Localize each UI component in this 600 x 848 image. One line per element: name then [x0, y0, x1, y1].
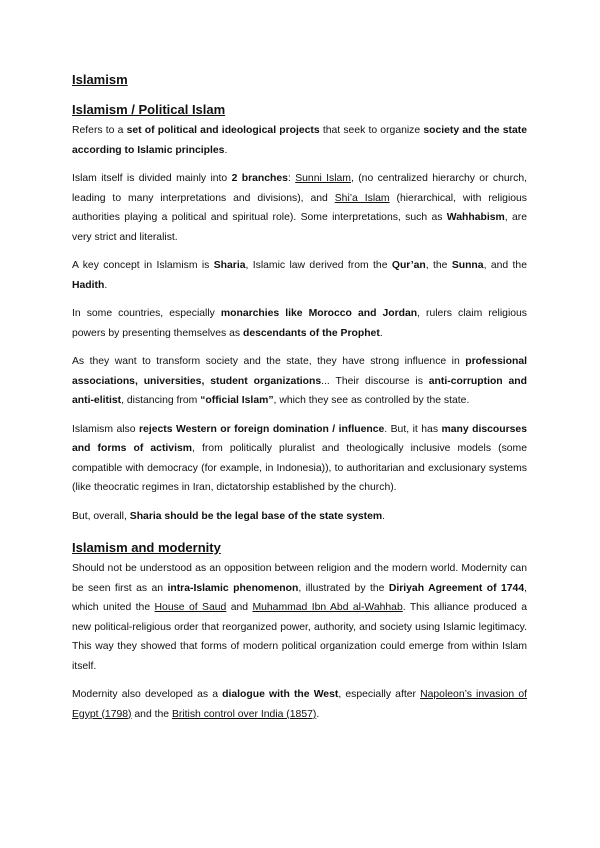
bold-text: rejects Western or foreign domination / influence — [139, 423, 385, 435]
paragraph — [72, 304, 527, 343]
paragraph — [72, 420, 527, 498]
text-run: Modernity also developed as a — [72, 689, 223, 700]
text-run: But, overall, — [72, 510, 130, 522]
section-heading: Islamism / Political Islam — [72, 102, 226, 117]
section-islamism-modernity — [72, 540, 527, 724]
section-political-islam — [72, 102, 527, 526]
text-run: Refers to a — [72, 125, 127, 136]
bold-text: Sharia should be the legal base of the state system — [129, 510, 383, 522]
paragraph — [72, 507, 527, 527]
bold-text: Sunna — [451, 260, 484, 271]
text-run: . — [382, 510, 385, 522]
bold-text: Wahhabism — [446, 212, 505, 223]
bold-text: dialogue with the West — [222, 689, 339, 700]
text-run: As they want to transform society and the state, they have strong influence in — [72, 356, 466, 367]
text-run: Should not be understood as an opposition between religion and the modern world. Modernity can be seen first as an — [72, 563, 527, 594]
text-run: (hierarchical, with religious authorities playing a political and spiritual role). Some interpretations, such as — [72, 192, 527, 223]
text-run: Islamism also — [72, 423, 139, 435]
paragraph — [72, 352, 527, 411]
text-run: that seek to organize — [319, 125, 424, 136]
text-run: , the — [425, 260, 452, 271]
paragraph — [72, 256, 527, 295]
bold-text: many discourses and forms of activism — [72, 423, 527, 454]
document-content — [72, 72, 527, 733]
link-text[interactable]: Shi’a Islam — [334, 192, 390, 204]
text-run: . But, it has — [384, 423, 442, 435]
link-text[interactable]: House of Saud — [154, 602, 227, 613]
bold-text: Hadith — [72, 279, 105, 291]
bold-text: intra-Islamic phenomenon — [167, 582, 299, 594]
text-run: , from politically pluralist and theologically inclusive models (some compatible with democracy (for example, in Indonesia)), to authoritarian and exclusionary systems (like theocratic regimes in Iran, dictatorship established by the church). — [72, 443, 527, 493]
bold-text: set of political and ideological projects — [126, 125, 320, 136]
paragraph — [72, 685, 527, 724]
link-text[interactable]: Muhammad Ibn Abd al-Wahhab — [252, 602, 403, 613]
text-run: . — [316, 708, 320, 720]
text-run: Islam itself is divided mainly into — [72, 173, 232, 184]
text-run: , which they see as controlled by the state. — [273, 395, 470, 406]
bold-text: 2 branches — [231, 173, 288, 184]
section-heading: Islamism and modernity — [72, 540, 221, 555]
text-run: and — [226, 602, 253, 613]
bold-text: professional associations, universities, student organizations — [72, 356, 527, 387]
bold-text: society and the state according to Islamic principles — [72, 125, 527, 156]
text-run: , Islamic law derived from the — [245, 260, 392, 271]
link-text[interactable]: Sunni Islam — [295, 173, 351, 184]
link-text[interactable]: Napoleon’s invasion of Egypt (1798) — [72, 689, 528, 720]
bold-text: anti-corruption and anti-elitist — [72, 375, 527, 406]
text-run: . — [379, 327, 383, 339]
text-run: . This alliance produced a new political-religious order that reorganized power, authority, and society using Islamic legitimacy. This way they showed that forms of modern political organization could emerge from within Islam itself. — [72, 602, 528, 672]
text-run: , especially after — [338, 689, 421, 700]
text-run: , illustrated by the — [298, 582, 389, 594]
text-run: A key concept in Islamism is — [72, 260, 214, 271]
text-run: . — [224, 144, 228, 156]
bold-text: descendants of the Prophet — [242, 327, 380, 339]
text-run: , are very strict and literalist. — [72, 212, 527, 243]
text-run: . — [104, 279, 108, 291]
text-run: , distancing from — [121, 395, 201, 406]
text-run: ... Their discourse is — [321, 375, 429, 387]
text-run: , which united the — [72, 582, 528, 613]
bold-text: Diriyah Agreement of 1744 — [388, 582, 525, 594]
paragraph — [72, 559, 527, 676]
text-run: , and the — [483, 260, 527, 271]
bold-text: monarchies like Morocco and Jordan — [220, 308, 418, 319]
text-run: , rulers claim religious powers by presenting themselves as — [72, 308, 528, 339]
paragraph — [72, 121, 527, 160]
bold-text: Qur’an — [391, 260, 426, 271]
paragraph — [72, 169, 527, 247]
text-run: and the — [131, 708, 172, 720]
text-run: , (no centralized hierarchy or church, leading to many interpretations and divisions), and — [72, 173, 527, 204]
text-run: : — [287, 173, 296, 184]
link-text[interactable]: British control over India (1857) — [171, 708, 317, 720]
bold-text: “official Islam” — [200, 395, 274, 406]
text-run: In some countries, especially — [72, 308, 221, 319]
bold-text: Sharia — [213, 260, 246, 271]
document-title: Islamism — [72, 72, 128, 87]
